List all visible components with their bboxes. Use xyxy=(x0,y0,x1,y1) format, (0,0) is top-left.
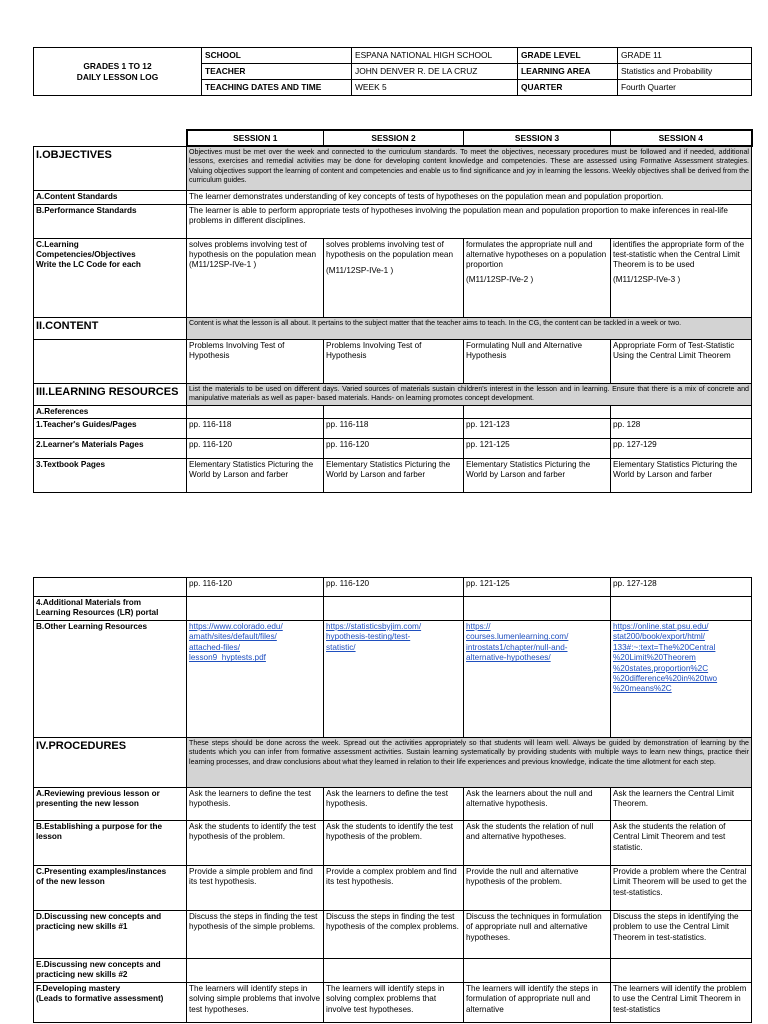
lm-pages-session-3: pp. 121-125 xyxy=(464,438,611,458)
procedure-label-d: D.Discussing new concepts and practicing new skills #1 xyxy=(34,911,187,959)
teacher-value: JOHN DENVER R. DE LA CRUZ xyxy=(352,64,518,80)
procedure-f-session-4: The learners will identify the problem to use the Central Limit Theorem in test-statistics xyxy=(611,983,752,1023)
competency-text: formulates the appropriate null and alternative hypotheses on a population proportion xyxy=(466,239,607,270)
procedure-b-session-3: Ask the students the relation of null and alternative hypotheses. xyxy=(464,821,611,866)
procedure-b-session-4: Ask the students the relation of Central Limit Theorem and test statistic. xyxy=(611,821,752,866)
quarter-value: Fourth Quarter xyxy=(618,80,752,96)
procedure-a-session-1: Ask the learners to define the test hypothesis. xyxy=(187,788,324,821)
procedure-c-session-4: Provide a problem where the Central Limit Theorem will be used to get the test-statistics. xyxy=(611,866,752,911)
performance-standards-label: B.Performance Standards xyxy=(34,204,187,238)
procedure-e-session-3 xyxy=(464,959,611,983)
procedure-b-session-2: Ask the students to identify the test hypothesis of the problem. xyxy=(324,821,464,866)
resource-link-statisticsbyjim[interactable]: https://statisticsbyjim.com/ hypothesis-testing/test- statistic/ xyxy=(326,622,422,652)
tg-pages-session-1: pp. 116-118 xyxy=(187,418,324,438)
additional-materials-label-line1: 4.Additional Materials from xyxy=(36,598,142,607)
content-standards-text: The learner demonstrates understanding of key concepts of tests of hypotheses on the population mean and population proportion. xyxy=(187,190,752,204)
procedure-label-b: B.Establishing a purpose for the lesson xyxy=(34,821,187,866)
procedure-f-session-2: The learners will identify steps in solving complex problems that involve test hypotheses. xyxy=(324,983,464,1023)
procedure-f-session-1: The learners will identify steps in solving simple problems that involve test hypotheses. xyxy=(187,983,324,1023)
content-note: Content is what the lesson is all about. It pertains to the subject matter that the teacher aims to teach. In the CG, the content can be tackled in a week or two. xyxy=(187,317,752,339)
additional-materials-label-line2: Learning Resources (LR) portal xyxy=(36,608,159,618)
competency-session-4 xyxy=(611,238,752,317)
competency-session-3 xyxy=(464,238,611,317)
content-session-3: Formulating Null and Alternative Hypothesis xyxy=(464,339,611,383)
log-title-line2: DAILY LESSON LOG xyxy=(76,71,159,82)
competencies-label-line3: Write the LC Code for each xyxy=(36,260,141,270)
learning-area-value: Statistics and Probability xyxy=(618,64,752,80)
other-resource-session-4 xyxy=(611,621,752,738)
performance-standards-text: The learner is able to perform appropriate tests of hypotheses involving the population mean and population proportion to make inferences in real-life problems in different disciplines. xyxy=(187,204,752,238)
resource-link-lumenlearning[interactable]: https:// courses.lumenlearning.com/ introstats1/chapter/null-and- alternative-hypotheses/ xyxy=(466,622,569,663)
procedure-f-session-3: The learners will identify the steps in formulation of appropriate null and alternative xyxy=(464,983,611,1023)
resource-link-colorado[interactable]: https://www.colorado.edu/ amath/sites/default/files/ attached-files/ lesson9_hyptests.pdf xyxy=(189,622,283,663)
learners-materials-label: 2.Learner's Materials Pages xyxy=(34,438,187,458)
lm-pages-session-2: pp. 116-120 xyxy=(324,438,464,458)
competencies-label-line2: Competencies/Objectives xyxy=(36,249,136,259)
procedure-c-session-2: Provide a complex problem and find its test hypothesis. xyxy=(324,866,464,911)
objectives-note: Objectives must be met over the week and connected to the curriculum standards. To meet the objectives, necessary procedures must be followed and if needed, additional lessons, exercises and remedial activities may be done for developing content knowledge and competencies. These are assessed using Formative Assessment strategies. Valuing objectives support the learning of content and competencies and enable us to find significance and joy in learning the lessons. Weekly objectives shall be derived from the curriculum guides. xyxy=(187,146,752,190)
daily-lesson-log-title xyxy=(34,48,202,96)
procedure-e-session-1 xyxy=(187,959,324,983)
procedure-e-session-2 xyxy=(324,959,464,983)
procedure-d-session-2: Discuss the steps in finding the test hypothesis of the complex problems. xyxy=(324,911,464,959)
grade-level-label: GRADE LEVEL xyxy=(518,48,618,64)
procedure-label-a: A.Reviewing previous lesson or presenting the new lesson xyxy=(34,788,187,821)
competency-text: solves problems involving test of hypothesis on the population mean xyxy=(326,239,453,259)
textbook-session-4: Elementary Statistics Picturing the World by Larson and farber xyxy=(611,458,752,492)
content-section-title: II.CONTENT xyxy=(34,317,187,339)
competencies-label-line1: C.Learning xyxy=(36,239,79,249)
procedures-note: These steps should be done across the week. Spread out the activities appropriately so that students will learn well. Always be guided by demonstration of learning by the students which you can infer from formative assessment activities. Sustain learning systematically by providing students with multiple ways to learn new things, practice their learning processes, and draw conclusions about what they learned in relation to their life experiences and previous knowledge, indicate the time allotment for each step. xyxy=(187,738,752,788)
session-header-4: SESSION 4 xyxy=(611,130,752,146)
teaching-dates-label: TEACHING DATES AND TIME xyxy=(202,80,352,96)
references-label: A.References xyxy=(34,405,187,418)
competency-text: identifies the appropriate form of the test-statistic when the Central Limit Theorem is to be used xyxy=(613,239,745,270)
competency-code: (M11/12SP-IVe-1 ) xyxy=(326,266,394,276)
procedure-d-session-3: Discuss the techniques in formulation of appropriate null and alternative hypotheses. xyxy=(464,911,611,959)
session-header-2: SESSION 2 xyxy=(324,130,464,146)
content-session-1: Problems Involving Test of Hypothesis xyxy=(187,339,324,383)
procedure-a-session-2: Ask the learners to define the test hypothesis. xyxy=(324,788,464,821)
school-label: SCHOOL xyxy=(202,48,352,64)
content-session-2: Problems Involving Test of Hypothesis xyxy=(324,339,464,383)
competency-text: solves problems involving test of hypothesis on the population mean xyxy=(189,239,316,259)
lesson-table-page1 xyxy=(33,129,753,493)
lm-pages-session-4: pp. 127-129 xyxy=(611,438,752,458)
procedure-label-c: C.Presenting examples/instances of the new lesson xyxy=(34,866,187,911)
procedure-c-session-1: Provide a simple problem and find its test hypothesis. xyxy=(187,866,324,911)
tg-pages-session-2: pp. 116-118 xyxy=(324,418,464,438)
other-resources-label: B.Other Learning Resources xyxy=(34,621,187,738)
quarter-label: QUARTER xyxy=(518,80,618,96)
textbook-pages-label: 3.Textbook Pages xyxy=(34,458,187,492)
session-header-1: SESSION 1 xyxy=(187,130,324,146)
content-standards-label: A.Content Standards xyxy=(34,190,187,204)
grade-level-value: GRADE 11 xyxy=(618,48,752,64)
textbook-session-3: Elementary Statistics Picturing the World by Larson and farber xyxy=(464,458,611,492)
textbook-pages-session-1: pp. 116-120 xyxy=(187,578,324,597)
teachers-guide-label: 1.Teacher's Guides/Pages xyxy=(34,418,187,438)
log-title-line1: GRADES 1 TO 12 xyxy=(83,60,152,71)
tg-pages-session-4: pp. 128 xyxy=(611,418,752,438)
procedure-label-f: F.Developing mastery (Leads to formative assessment) xyxy=(34,983,187,1023)
tg-pages-session-3: pp. 121-123 xyxy=(464,418,611,438)
teacher-label: TEACHER xyxy=(202,64,352,80)
header-table xyxy=(33,47,752,96)
objectives-section-title: I.OBJECTIVES xyxy=(34,146,187,190)
other-resource-session-3 xyxy=(464,621,611,738)
procedure-d-session-1: Discuss the steps in finding the test hypothesis of the simple problems. xyxy=(187,911,324,959)
learning-area-label: LEARNING AREA xyxy=(518,64,618,80)
procedure-a-session-3: Ask the learners about the null and alternative hypothesis. xyxy=(464,788,611,821)
lesson-table-page2 xyxy=(33,577,752,1023)
procedures-section-title: IV.PROCEDURES xyxy=(34,738,187,788)
procedure-label-e: E.Discussing new concepts and practicing new skills #2 xyxy=(34,959,187,983)
content-session-4: Appropriate Form of Test-Statistic Using the Central Limit Theorem xyxy=(611,339,752,383)
teaching-dates-value: WEEK 5 xyxy=(352,80,518,96)
textbook-pages-session-4: pp. 127-128 xyxy=(611,578,752,597)
lm-pages-session-1: pp. 116-120 xyxy=(187,438,324,458)
competency-session-1 xyxy=(187,238,324,317)
procedure-a-session-4: Ask the learners the Central Limit Theorem. xyxy=(611,788,752,821)
textbook-session-1: Elementary Statistics Picturing the World by Larson and farber xyxy=(187,458,324,492)
procedure-d-session-4: Discuss the steps in identifying the problem to use the Central Limit Theorem in test-statistics. xyxy=(611,911,752,959)
competency-code: (M11/12SP-IVe-1 ) xyxy=(189,260,257,270)
textbook-session-2: Elementary Statistics Picturing the World by Larson and farber xyxy=(324,458,464,492)
competency-code: (M11/12SP-IVe-3 ) xyxy=(613,274,681,284)
learning-resources-note: List the materials to be used on different days. Varied sources of materials sustain children's interest in the lesson and in learning. Ensure that there is a mix of concrete and manipulative materials as well as paper- based materials. Hands- on learning promotes concept development. xyxy=(187,383,752,405)
textbook-pages-session-2: pp. 116-120 xyxy=(324,578,464,597)
learning-resources-section-title: III.LEARNING RESOURCES xyxy=(34,383,187,405)
other-resource-session-1 xyxy=(187,621,324,738)
other-resource-session-2 xyxy=(324,621,464,738)
competency-code: (M11/12SP-IVe-2 ) xyxy=(466,274,534,284)
procedure-b-session-1: Ask the students to identify the test hypothesis of the problem. xyxy=(187,821,324,866)
competency-session-2 xyxy=(324,238,464,317)
resource-link-psu[interactable]: https://online.stat.psu.edu/ stat200/book/export/html/ 133#:~:text=The%20Central %20Limit%20Theorem %20states,proportion%2C %20difference%20in%20two %20means%2C xyxy=(613,622,718,694)
competencies-label xyxy=(34,238,187,317)
procedure-c-session-3: Provide the null and alternative hypothesis of the problem. xyxy=(464,866,611,911)
textbook-pages-session-3: pp. 121-125 xyxy=(464,578,611,597)
session-header-3: SESSION 3 xyxy=(464,130,611,146)
procedure-e-session-4 xyxy=(611,959,752,983)
additional-materials-label xyxy=(34,597,187,621)
school-value: ESPANA NATIONAL HIGH SCHOOL xyxy=(352,48,518,64)
